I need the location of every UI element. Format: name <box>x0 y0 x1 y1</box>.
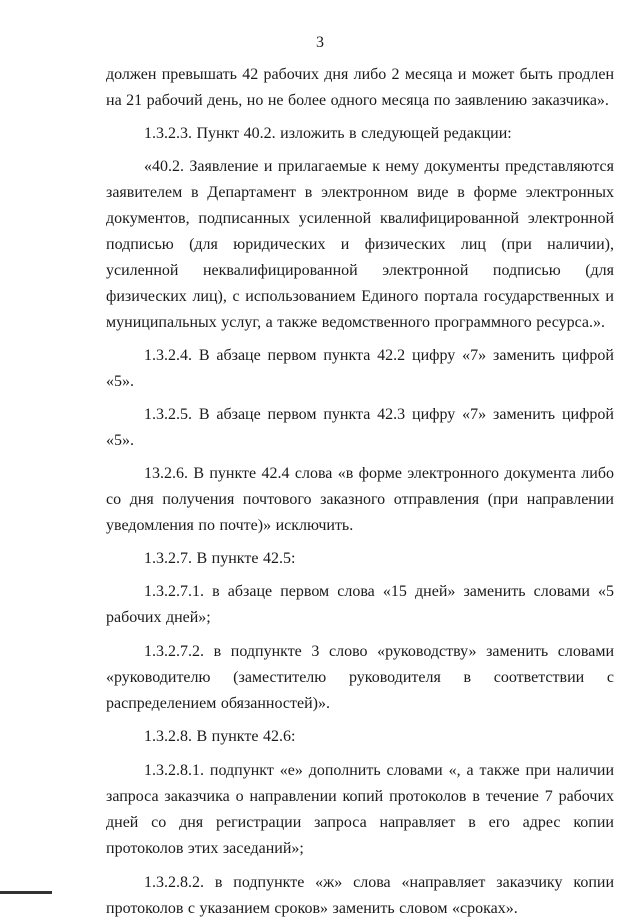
paragraph-1-3-2-5: 1.3.2.5. В абзаце первом пункта 42.3 цифру «7» заменить цифрой «5». <box>106 406 614 449</box>
paragraph-1-3-2-4: 1.3.2.4. В абзаце первом пункта 42.2 цифру «7» заменить цифрой «5». <box>106 347 614 390</box>
paragraph-1-3-2-8-2: 1.3.2.8.2. в подпункте «ж» слова «направляет заказчику копии протоколов с указанием сроков» заменить словом «сроках». <box>106 874 614 917</box>
page-number: 3 <box>316 34 324 51</box>
paragraph-1-3-2-8-1: 1.3.2.8.1. подпункт «е» дополнить словами «, а также при наличии запроса заказчика о направлении копий протоколов в течение 7 рабочих дней со дня регистрации запроса направляет в его адрес копии протоколов этих заседаний»; <box>106 762 614 857</box>
paragraph-1-3-2-7-1: 1.3.2.7.1. в абзаце первом слова «15 дней» заменить словами «5 рабочих дней»; <box>106 583 614 626</box>
paragraph-1-3-2-7: 1.3.2.7. В пункте 42.5: <box>144 550 296 567</box>
paragraph-1-3-2-7-2: 1.3.2.7.2. в подпункте 3 слово «руководству» заменить словами «руководителю (заместителю руководителя в соответствии с распределением обязанностей)». <box>106 643 614 712</box>
paragraph-40-2-text: «40.2. Заявление и прилагаемые к нему документы представляются заявителем в Департамент в электронном виде в форме электронных документов, подписанных усиленной квалифицированной электронной подписью (для юридических и физических лиц (при наличии), усиленной неквалифицированной электронной подписью (для физических лиц), с использованием Единого портала государственных и муниципальных услуг, а также ведомственного программного ресурса.». <box>106 158 614 331</box>
paragraph-1-3-2-3: 1.3.2.3. Пункт 40.2. изложить в следующей редакции: <box>144 125 512 142</box>
paragraph-13-2-6: 13.2.6. В пункте 42.4 слова «в форме электронного документа либо со дня получения почтового заказного отправления (при направлении уведомления по почте)» исключить. <box>106 465 614 534</box>
scan-edge-mark <box>0 891 52 894</box>
document-body <box>106 62 614 922</box>
paragraph-1-3-2-8: 1.3.2.8. В пункте 42.6: <box>144 728 296 745</box>
paragraph-continuation: должен превышать 42 рабочих дня либо 2 месяца и может быть продлен на 21 рабочий день, но не более одного месяца по заявлению заказчика». <box>106 66 614 109</box>
